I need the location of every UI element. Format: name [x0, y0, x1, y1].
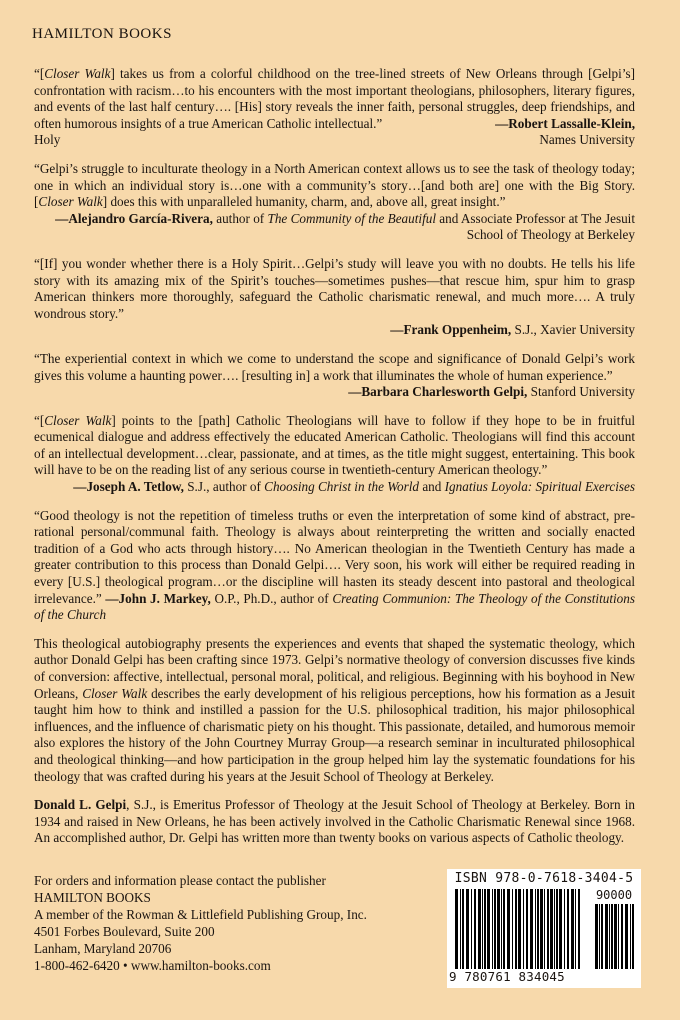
barcode-bar	[497, 889, 500, 969]
blurb-attribution: —Joseph A. Tetlow, S.J., author of Choosing Christ in the World and Ignatius Loyola: Spiritual Exercises	[73, 479, 635, 495]
barcode-bar	[471, 889, 472, 969]
barcode-bar	[550, 889, 553, 969]
barcode-bar	[501, 889, 502, 969]
barcode-bar	[605, 904, 608, 969]
barcode-bar	[556, 889, 558, 969]
barcode-bar	[544, 889, 545, 969]
supplemental-barcode-bars	[595, 904, 635, 969]
blurb-5	[34, 413, 635, 496]
barcode-bar	[492, 889, 493, 969]
blurb-2	[34, 161, 635, 244]
barcode-bar	[460, 889, 461, 969]
blurbs-section	[34, 66, 635, 859]
barcode-bar	[601, 904, 603, 969]
barcode-bar	[474, 889, 476, 969]
orders-info: For orders and information please contact the publisher HAMILTON BOOKS A member of the Rowman & Littlefield Publishing Group, Inc. 4501 Forbes Boulevard, Suite 200 Lanham, Maryland 20706 1-800-462-6420 • www.hamilton-books.com	[34, 873, 367, 973]
ean-barcode-bars	[455, 889, 581, 969]
barcode-bar	[523, 889, 524, 969]
barcode-bar	[599, 904, 600, 969]
blurb-4	[34, 351, 635, 401]
barcode-bar	[578, 889, 580, 969]
barcode-bar	[540, 889, 543, 969]
barcode-bar	[515, 889, 517, 969]
barcode-bar	[609, 904, 610, 969]
barcode-bar	[518, 889, 521, 969]
barcode-bar	[478, 889, 481, 969]
barcode-bar	[482, 889, 483, 969]
barcode-bar	[507, 889, 510, 969]
blurb-text: “[Closer Walk] takes us from a colorful childhood on the tree-lined streets of New Orleans through [Gelpi’s] confrontation with racism…to his encounters with the most important theologians, philosophers, literary figures, and events of the last half century…. [His] story reveals the inner faith, personal struggles, deep friendships, and often humorous insights of a true American Catholic intellectual.” —Robert Lassalle-Klein,	[34, 66, 636, 131]
blurb-1	[34, 66, 635, 149]
blurb-3	[34, 256, 635, 339]
barcode-bar	[630, 904, 631, 969]
blurb-attribution: —Frank Oppenheim, S.J., Xavier University	[390, 322, 635, 338]
book-description: This theological autobiography presents the experiences and events that shaped the systematic theology, which author Donald Gelpi has been crafting since 1973. Gelpi’s normative theology of conversion discusses five kinds of conversion: affective, intellectual, personal moral, political, and religious. Beginning with his boyhood in New Orleans, Closer Walk describes the early development of his religious perceptions, how his formation as a Jesuit taught him how to think and instilled a passion for the U.S. philosophical tradition, his major philosophical influences, and the influence of charismatic piety on his thought. This passionate, detailed, and humorous memoir also explores the history of the John Courtney Murray Group—a research seminar in inculturated philosophical and theological thinking—and how participation in the group helped him lay the systematic foundations for his theology that was crafted during his years at the Jesuit School of Theology at Berkeley.	[34, 635, 636, 784]
barcode-bar	[547, 889, 549, 969]
barcode-bar	[466, 889, 469, 969]
blurb-attribution-name: —John J. Markey,	[105, 590, 211, 606]
barcode-bar	[512, 889, 513, 969]
barcode-bar	[503, 889, 505, 969]
price-code: 90000	[595, 888, 633, 902]
barcode-bar	[535, 889, 536, 969]
barcode-bar	[462, 889, 464, 969]
isbn-barcode	[447, 869, 641, 988]
barcode-bar	[487, 889, 490, 969]
barcode-bar	[611, 904, 613, 969]
author-name: Donald L. Gelpi	[34, 797, 127, 813]
barcode-bar	[632, 904, 634, 969]
blurb-6	[34, 508, 635, 624]
barcode-bar	[614, 904, 617, 969]
barcode-bar	[537, 889, 539, 969]
barcode-bar	[484, 889, 486, 969]
barcode-bar	[567, 889, 569, 969]
contact-line: 1-800-462-6420 • www.hamilton-books.com	[34, 958, 271, 973]
blurb-attribution: Holy Names University	[34, 132, 635, 148]
barcode-bar	[530, 889, 533, 969]
blurb-attribution: —Barbara Charlesworth Gelpi, Stanford University	[348, 384, 635, 400]
barcode-bar	[595, 904, 598, 969]
blurb-text: “[Closer Walk] points to the [path] Catholic Theologians will have to follow if they hope to be in fruitful ecumenical dialogue and address effectively the educated American Catholic. Theologians will find this account of an intellectual development…clear, passionate, and at times, as the title might suggest, entertaining. This book will have to be on the reading list of any serious course in twentieth-century American theology.”	[34, 412, 635, 478]
barcode-bar	[625, 904, 628, 969]
blurb-text: “[If] you wonder whether there is a Holy Spirit…Gelpi’s study will leave you with no doubts. He tells his life story with its amazing mix of the Spirit’s touches—sometimes pushes—that rescue him, spur him to grasp American thinkers more thoroughly, safeguard the Catholic charismatic renewal, and much more…. A truly wondrous story.”	[34, 255, 635, 321]
barcode-bar	[571, 889, 574, 969]
author-bio: Donald L. Gelpi, S.J., is Emeritus Professor of Theology at the Jesuit School of Theology at Berkeley. Born in 1934 and raised in New Orleans, he has been actively involved in the Catholic Charismatic Renewal since 1968. An accomplished author, Dr. Gelpi has written more than twenty books on various aspects of Catholic theology.	[34, 797, 635, 846]
blurb-text: “Gelpi’s struggle to inculturate theology in a North American context allows us to see the task of theology today; one in which an individual story is…one with a community’s story…[and both are] one with the Big Story. [Closer Walk] does this with unparalleled humanity, charm, and, above all, great insight.”	[34, 160, 635, 210]
barcode-bar	[575, 889, 576, 969]
barcode-bar	[559, 889, 562, 969]
barcode-bar	[564, 889, 565, 969]
publisher-header: HAMILTON BOOKS	[32, 26, 172, 42]
barcode-bar	[618, 904, 619, 969]
barcode-bar	[554, 889, 555, 969]
barcode-bar	[494, 889, 496, 969]
ean-digits: 9 780761 834045	[449, 969, 565, 984]
barcode-bar	[455, 889, 458, 969]
blurb-attribution-name: —Robert Lassalle-Klein,	[495, 115, 635, 131]
blurb-attribution: —Alejandro García-Rivera, author of The Community of the Beautiful and Associate Professor at The Jesuit School of Theology at Berkeley	[55, 210, 635, 243]
blurb-text: “The experiential context in which we come to understand the scope and significance of Donald Gelpi’s work gives this volume a haunting power…. [resulting in] a work that illuminates the whole of human experience.”	[34, 350, 635, 383]
barcode-bar	[526, 889, 528, 969]
isbn-label: ISBN 978-0-7618-3404-5	[454, 871, 634, 886]
barcode-bar	[621, 904, 623, 969]
blurb-text: “Good theology is not the repetition of timeless truths or even the interpretation of some kind of abstract, pre-rational personal/communal faith. Theology is always about reinterpreting the written and socially enacted tradition of a God who acts through history…. No American theologian in the Twentieth Century has made a greater contribution to this process than Donald Gelpi…. Very soon, his work will either be required reading in every [U.S.] theological program…or the discipline will hasten its steady descent into pastoral and theological irrelevance.” —John J. Markey, O.P., Ph.D., author of Creating Communion: The Theology of the Constitutions of the Church	[34, 507, 635, 623]
